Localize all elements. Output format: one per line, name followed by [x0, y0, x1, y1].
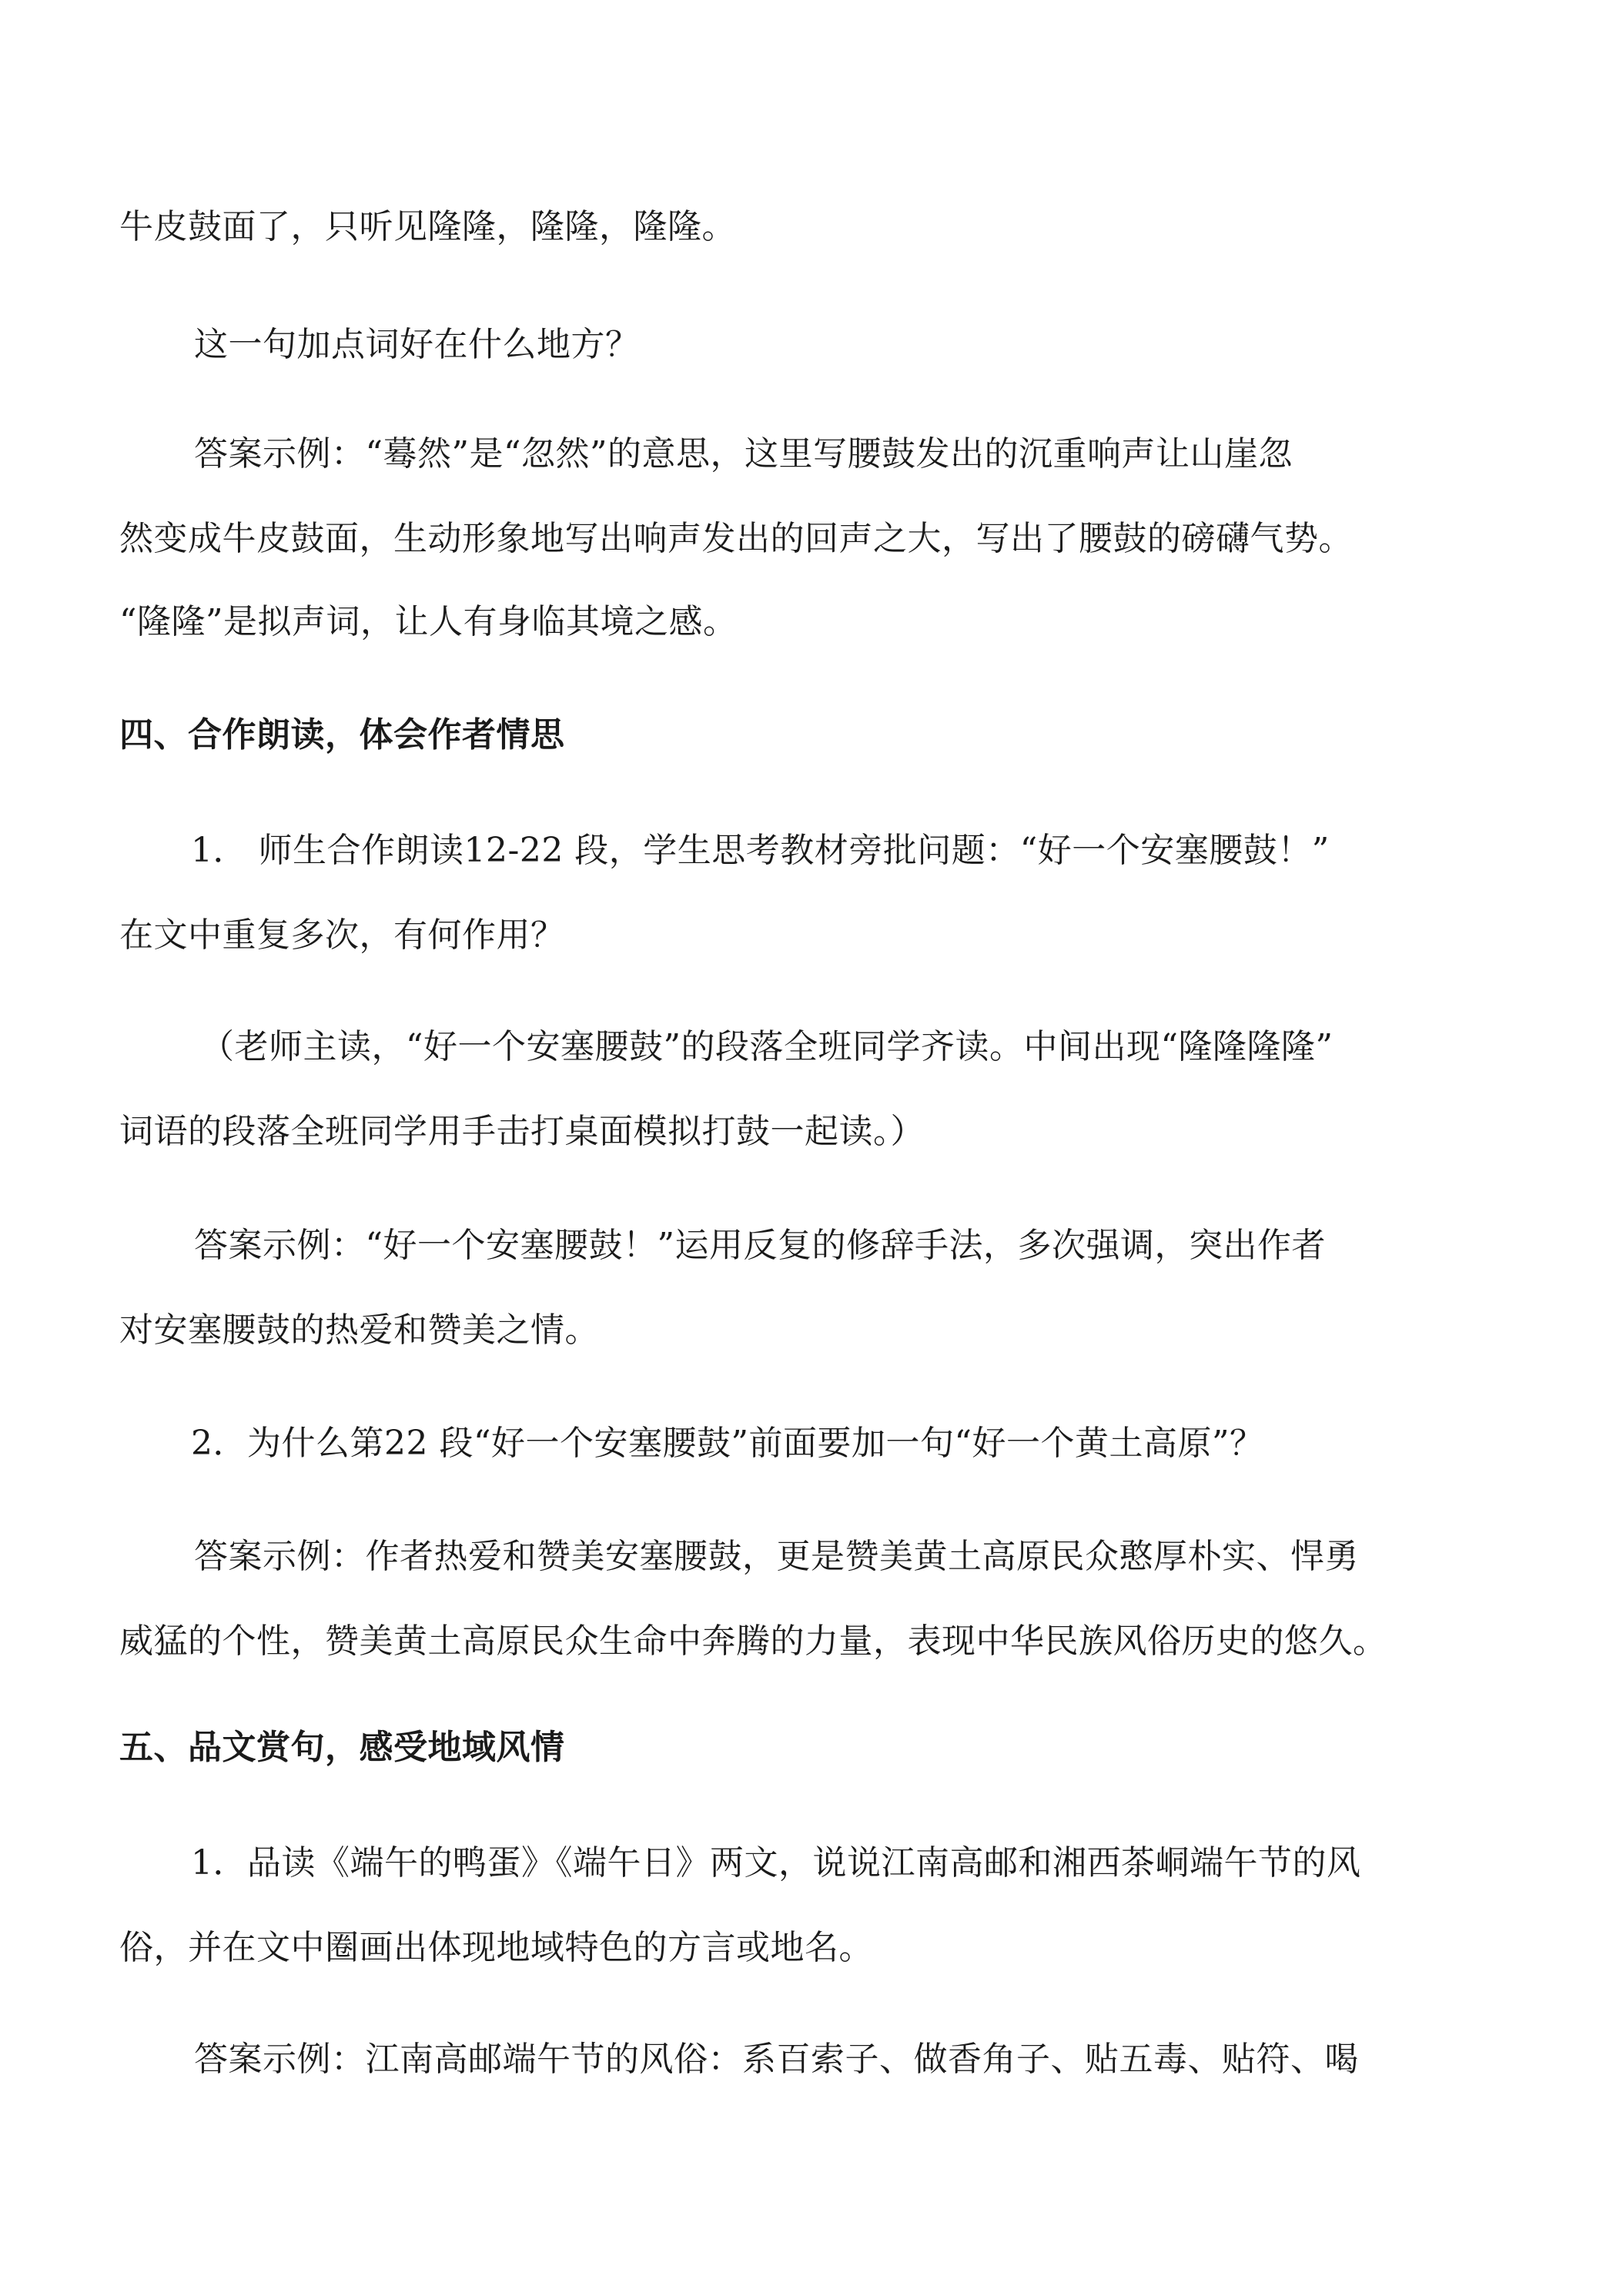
text-line: 词语的段落全班同学用手击打桌面模拟打鼓一起读。）	[119, 1112, 925, 1151]
text-line: 1．品读《端午的鸭蛋》《端午日》两文，说说江南高邮和湘西茶峒端午节的风	[191, 1843, 1361, 1883]
text-line: 牛皮鼓面了，只听见隆隆，隆隆，隆隆。	[119, 207, 736, 246]
text-line: “隆隆”是拟声词，让人有身临其境之感。	[119, 602, 738, 641]
text-line: 答案示例：“蓦然”是“忽然”的意思，这里写腰鼓发出的沉重响声让山崖忽	[194, 434, 1293, 474]
text-line: 在文中重复多次，有何作用？	[119, 915, 565, 955]
text-line: 这一句加点词好在什么地方？	[194, 325, 640, 364]
text-line: 答案示例：作者热爱和赞美安塞腰鼓，更是赞美黄土高原民众憨厚朴实、悍勇	[194, 1537, 1359, 1576]
text-line: 1． 师生合作朗读12-22 段，学生思考教材旁批问题：“好一个安塞腰鼓！”	[191, 831, 1330, 870]
text-line: 对安塞腰鼓的热爱和赞美之情。	[119, 1310, 599, 1350]
text-line: 答案示例：江南高邮端午节的风俗：系百索子、做香角子、贴五毒、贴符、喝	[194, 2040, 1359, 2079]
section-heading: 五、品文赏句，感受地域风情	[119, 1728, 565, 1767]
text-line: （老师主读，“好一个安塞腰鼓”的段落全班同学齐读。中间出现“隆隆隆隆”	[200, 1027, 1334, 1066]
text-line: 威猛的个性，赞美黄土高原民众生命中奔腾的力量，表现中华民族风俗历史的悠久。	[119, 1622, 1387, 1661]
text-line: 答案示例：“好一个安塞腰鼓！”运用反复的修辞手法，多次强调，突出作者	[194, 1226, 1326, 1265]
text-line: 俗，并在文中圈画出体现地域特色的方言或地名。	[119, 1928, 873, 1967]
text-line: 2．为什么第22 段“好一个安塞腰鼓”前面要加一句“好一个黄土高原”？	[191, 1424, 1264, 1463]
section-heading: 四、合作朗读，体会作者情思	[119, 715, 565, 755]
text-line: 然变成牛皮鼓面，生动形象地写出响声发出的回声之大，写出了腰鼓的磅礴气势。	[119, 519, 1353, 558]
